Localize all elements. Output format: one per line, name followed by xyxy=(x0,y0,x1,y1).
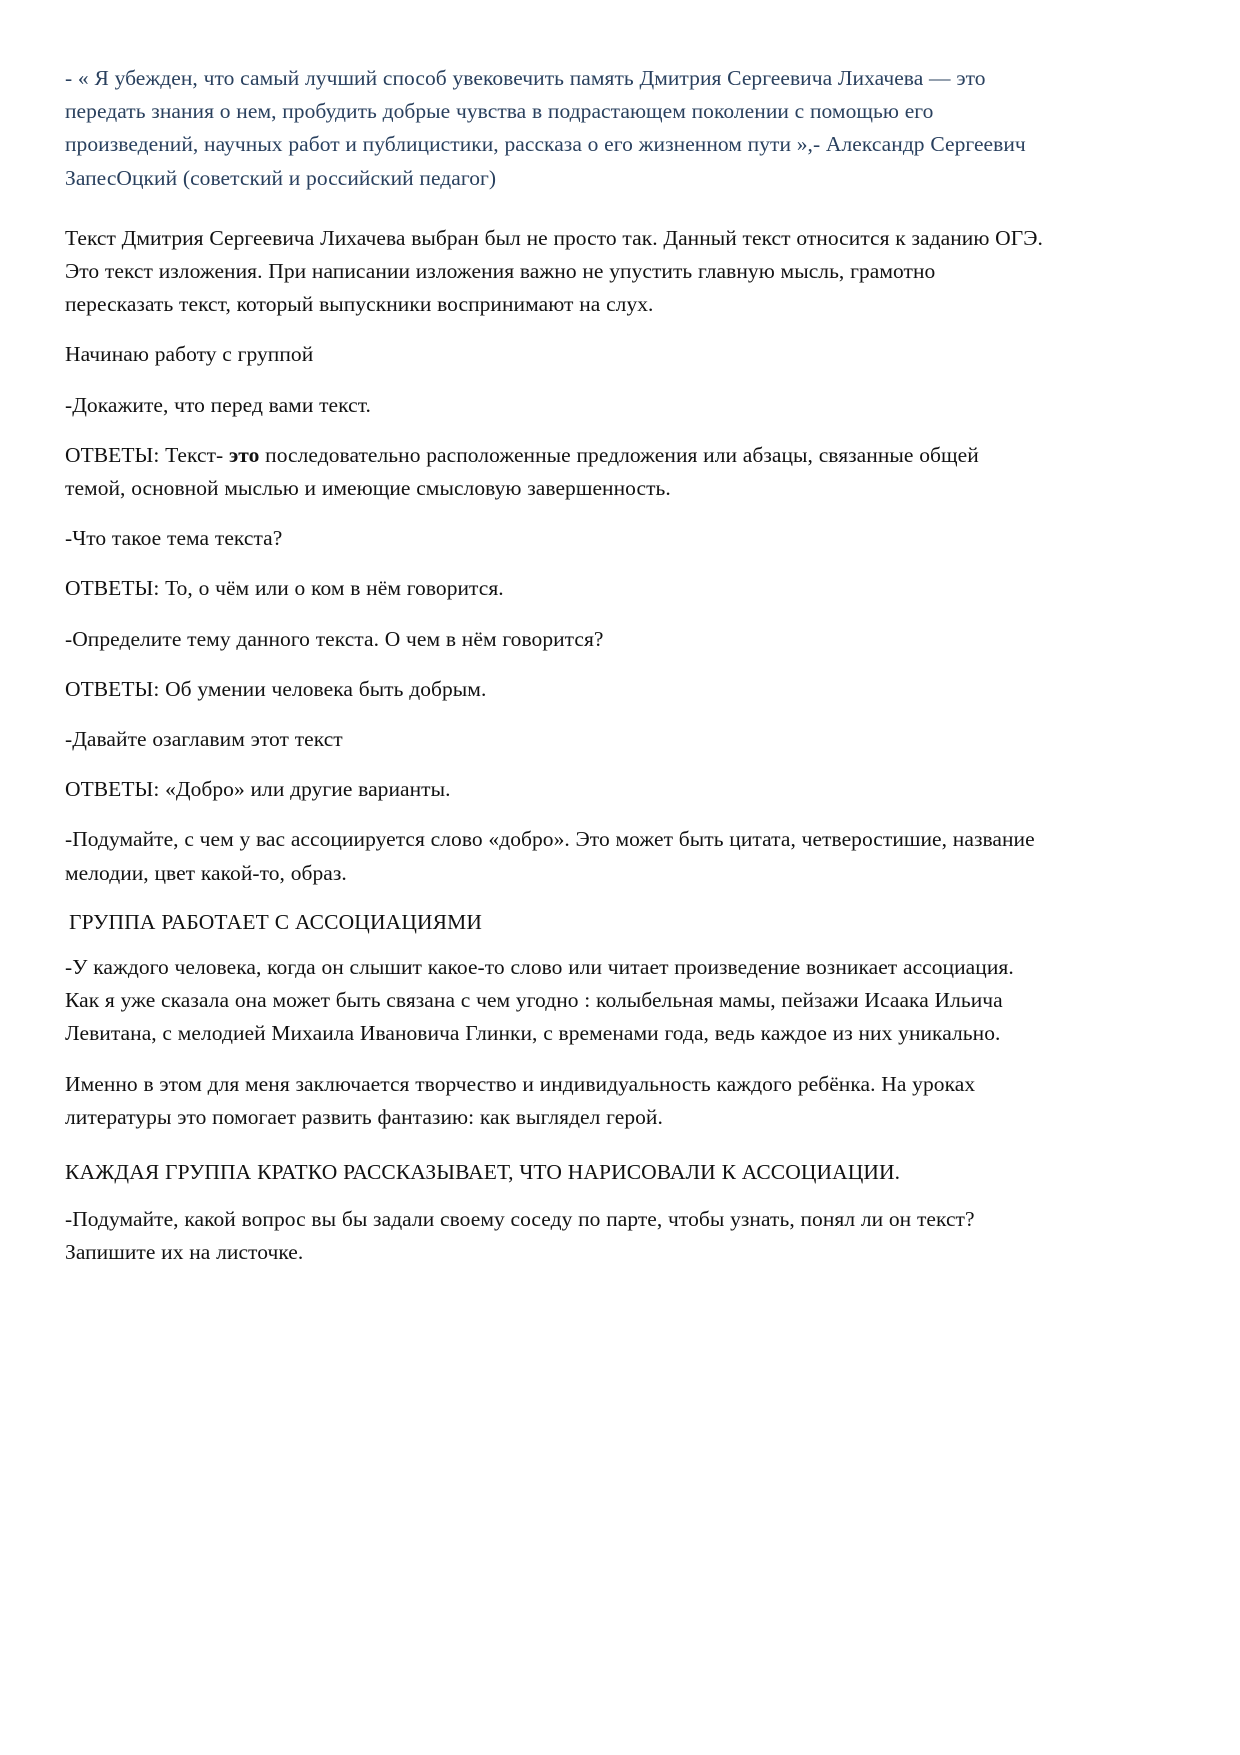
paragraph-answer-what-is-theme: ОТВЕТЫ: То, о чём или о ком в нём говорится. xyxy=(65,576,504,601)
answer-definition-bold-word: это xyxy=(228,442,260,467)
paragraph-intro-text-choice: Текст Дмитрия Сергеевича Лихачева выбран был не просто так. Данный текст относится к заданию ОГЭ. Это текст изложения. При написании изложения важно не упустить главную мысль, грамотно пересказать текст, который выпускники воспринимают на слух. xyxy=(65,225,1043,317)
heading-each-group-tells: КАЖДАЯ ГРУППА КРАТКО РАССКАЗЫВАЕТ, ЧТО НАРИСОВАЛИ К АССОЦИАЦИИ. xyxy=(65,1160,901,1185)
document-body xyxy=(65,62,1044,1270)
paragraph-explanation-associations: -У каждого человека, когда он слышит какое-то слово или читает произведение возникает ассоциация. Как я уже сказала она может быть связана с чем угодно : колыбельная мамы, пейзажи Исаака Ильича Левитана, с мелодией Михаила Ивановича Глинки, с временами года, ведь каждое из них уникально. xyxy=(65,955,1014,1046)
paragraph-start-group-work: Начинаю работу с группой xyxy=(65,342,314,367)
paragraph-question-ask-neighbour: -Подумайте, какой вопрос вы бы задали своему соседу по парте, чтобы узнать, понял ли он текст? Запишите их на листочке. xyxy=(65,1207,975,1265)
paragraph-question-define-theme: -Определите тему данного текста. О чем в нём говорится? xyxy=(65,626,604,651)
paragraph-answer-title-text: ОТВЕТЫ: «Добро» или другие варианты. xyxy=(65,777,451,802)
answer-definition-prefix: ОТВЕТЫ: Текст- xyxy=(65,442,229,467)
paragraph-answer-text-definition xyxy=(65,439,1044,505)
paragraph-question-title-text: -Давайте озаглавим этот текст xyxy=(65,727,343,752)
paragraph-answer-define-theme: ОТВЕТЫ: Об умении человека быть добрым. xyxy=(65,676,487,701)
paragraph-explanation-creativity: Именно в этом для меня заключается творчество и индивидуальность каждого ребёнка. На уроках литературы это помогает развить фантазию: как выглядел герой. xyxy=(65,1071,976,1129)
heading-group-works-with-associations: ГРУППА РАБОТАЕТ С АССОЦИАЦИЯМИ xyxy=(69,909,483,934)
paragraph-question-associations: -Подумайте, с чем у вас ассоциируется слово «добро». Это может быть цитата, четверостишие, название мелодии, цвет какой-то, образ. xyxy=(65,827,1035,885)
answer-definition-suffix: последовательно расположенные предложения или абзацы, связанные общей темой, основной мыслью и имеющие смысловую завершенность. xyxy=(65,442,979,501)
paragraph-question-what-is-theme: -Что такое тема текста? xyxy=(65,526,283,551)
paragraph-quote-zapesotsky: - « Я убежден, что самый лучший способ увековечить память Дмитрия Сергеевича Лихачева — это передать знания о нем, пробудить добрые чувства в подрастающем поколении с помощью его произведений, научных работ и публицистики, рассказа о его жизненном пути »,- Александр Сергеевич ЗапесОцкий (советский и российский педагог) xyxy=(65,66,1026,190)
paragraph-question-prove-text: -Докажите, что перед вами текст. xyxy=(65,392,371,417)
